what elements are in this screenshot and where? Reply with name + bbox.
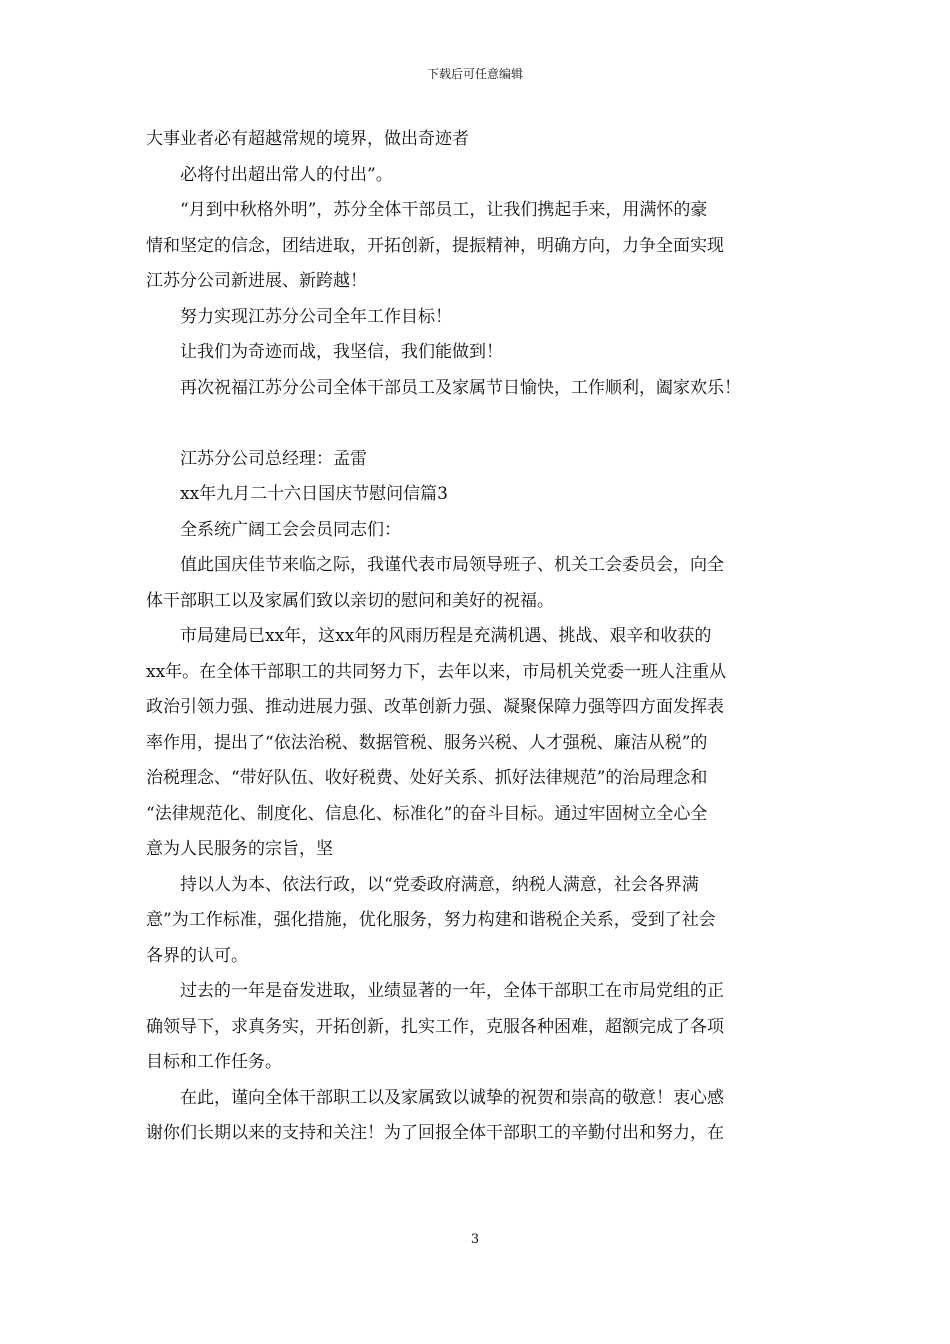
signature-line: 江苏分公司总经理：孟雷 — [146, 448, 367, 469]
salutation: 全系统广阔工会会员同志们： — [146, 519, 401, 540]
text-line: 体干部职工以及家属们致以亲切的慰问和美好的祝福。 — [146, 590, 554, 611]
text-line: 谢你们长期以来的支持和关注！为了回报全体干部职工的辛勤付出和努力，在 — [146, 1123, 724, 1143]
text-line: 在此，谨向全体干部职工以及家属致以诚挚的祝贺和崇高的敬意！衷心感 — [146, 1087, 724, 1108]
text-line: 持以人为本、依法行政，以“党委政府满意，纳税人满意，社会各界满 — [146, 874, 699, 895]
text-line: 让我们为奇迹而战，我坚信，我们能做到！ — [146, 342, 503, 362]
text-line: 努力实现江苏分公司全年工作目标！ — [146, 306, 452, 327]
text-line: 意为人民服务的宗旨，坚 — [146, 839, 333, 859]
text-line: 政治引领力强、推动进展力强、改革创新力强、凝聚保障力强等四方面发挥表 — [146, 697, 724, 717]
text-line: 再次祝福江苏分公司全体干部员工及家属节日愉快，工作顺利，阖家欢乐！ — [146, 377, 741, 398]
page-header: 下载后可任意编辑 — [426, 67, 523, 81]
text-line: 值此国庆佳节来临之际，我谨代表市局领导班子、机关工会委员会，向全 — [146, 555, 724, 575]
text-line: 率作用，提出了“依法治税、数据管税、服务兴税、人才强税、廉洁从税”的 — [146, 732, 708, 753]
document-body — [146, 122, 814, 1152]
text-line: 各界的认可。 — [146, 945, 248, 966]
text-line: 治税理念、“带好队伍、收好税费、处好关系、抓好法律规范”的治局理念和 — [146, 768, 708, 788]
text-line: 大事业者必有超越常规的境界，做出奇迹者 — [146, 129, 469, 149]
text-line: 必将付出超出常人的付出”。 — [146, 164, 393, 185]
text-line: “法律规范化、制度化、信息化、标准化”的奋斗目标。通过牢固树立全心全 — [146, 803, 708, 824]
text-line: 过去的一年是奋发进取，业绩显著的一年，全体干部职工在市局党组的正 — [146, 981, 724, 1001]
text-line: 确领导下，求真务实，开拓创新，扎实工作，克服各种困难，超额完成了各项 — [146, 1016, 724, 1037]
text-line: 情和坚定的信念，团结进取，开拓创新，提振精神，明确方向，力争全面实现 — [146, 235, 724, 256]
section-title: xx年九月二十六日国庆节慰问信篇3 — [146, 484, 448, 504]
text-line: “月到中秋格外明”，苏分全体干部员工，让我们携起手来，用满怀的豪 — [146, 200, 708, 220]
page-number: 3 — [470, 1232, 480, 1247]
text-line: 江苏分公司新进展、新跨越！ — [146, 271, 367, 291]
text-line: 目标和工作任务。 — [146, 1052, 282, 1072]
text-line: 市局建局已xx年，这xx年的风雨历程是充满机遇、挑战、艰辛和收获的 — [146, 626, 712, 646]
text-line: 意”为工作标准，强化措施，优化服务，努力构建和谐税企关系，受到了社会 — [146, 910, 716, 930]
blank-line — [146, 406, 814, 442]
text-line: xx年。在全体干部职工的共同努力下，去年以来，市局机关党委一班人注重从 — [146, 661, 727, 682]
